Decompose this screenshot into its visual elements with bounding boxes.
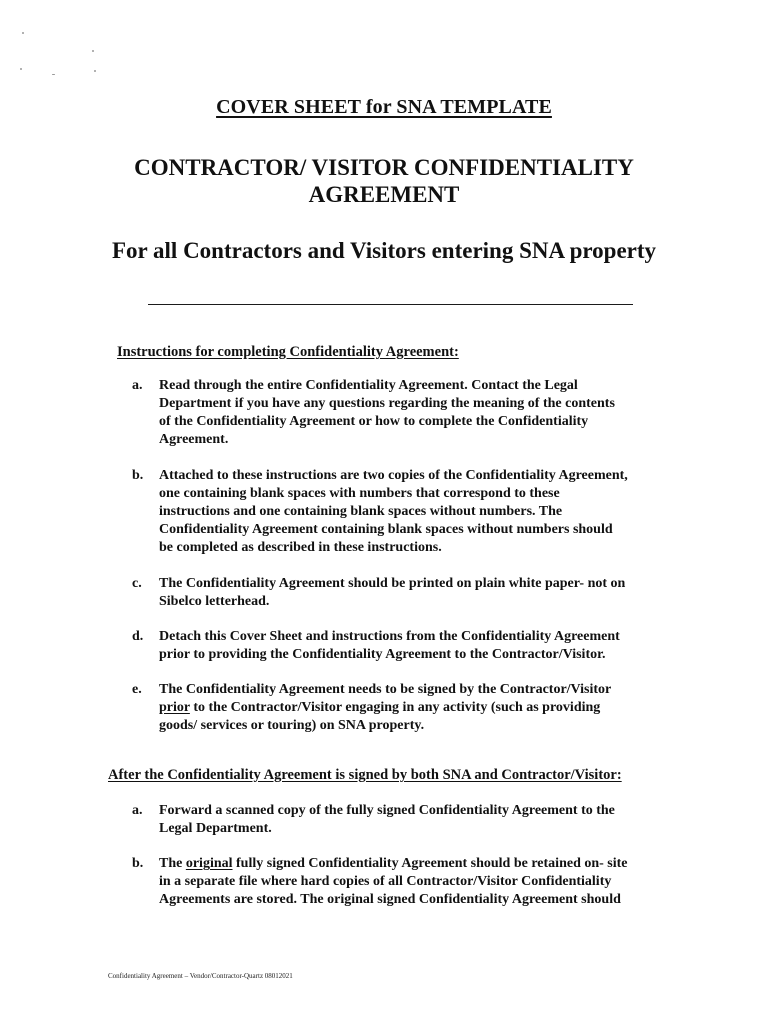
page-subtitle: For all Contractors and Visitors entering SNA property bbox=[111, 238, 657, 263]
instructions-list-e bbox=[132, 681, 672, 735]
instruction-line bbox=[159, 855, 672, 873]
page-title bbox=[0, 154, 768, 208]
instruction-line: Sibelco letterhead. bbox=[159, 594, 270, 609]
instructions-heading: Instructions for completing Confidentiality Agreement: bbox=[117, 344, 459, 360]
instruction-line: instructions and one containing blank spaces without numbers. The bbox=[159, 504, 563, 519]
list-marker: b. bbox=[132, 468, 144, 483]
page-footer: Confidentiality Agreement – Vendor/Contractor-Quartz 08012021 bbox=[108, 972, 293, 980]
instruction-line: be completed as described in these instructions. bbox=[159, 540, 442, 555]
emphasis-prior: prior bbox=[159, 700, 190, 715]
instruction-line: in a separate file where hard copies of all Contractor/Visitor Confidentiality bbox=[159, 874, 612, 889]
instruction-line: Department if you have any questions regarding the meaning of the contents bbox=[159, 396, 615, 411]
instruction-line-rest: to the Contractor/Visitor engaging in any activity (such as providing bbox=[189, 700, 601, 715]
instruction-line: goods/ services or touring) on SNA property. bbox=[159, 718, 425, 733]
instruction-line: Agreements are stored. The original signed Confidentiality Agreement should bbox=[159, 892, 621, 907]
list-marker: a. bbox=[132, 803, 143, 818]
list-marker: d. bbox=[132, 629, 144, 644]
instruction-line-rest: fully signed Confidentiality Agreement should be retained on- site bbox=[232, 856, 628, 871]
list-marker: e. bbox=[132, 682, 142, 697]
instruction-line: Forward a scanned copy of the fully signed Confidentiality Agreement to the bbox=[159, 803, 615, 818]
instructions-list bbox=[132, 377, 672, 449]
instruction-item-c bbox=[132, 575, 672, 611]
page-title-line-1: CONTRACTOR/ VISITOR CONFIDENTIALITY bbox=[134, 155, 634, 180]
instructions-list-c bbox=[132, 575, 672, 611]
emphasis-original: original bbox=[185, 856, 233, 871]
instruction-item-a bbox=[132, 377, 672, 449]
scan-speck bbox=[52, 74, 55, 75]
after-signing-heading: After the Confidentiality Agreement is signed by both SNA and Contractor/Visitor: bbox=[108, 767, 622, 783]
scan-speck bbox=[22, 32, 24, 34]
list-marker: a. bbox=[132, 378, 143, 393]
instruction-line: prior to providing the Confidentiality Agreement to the Contractor/Visitor. bbox=[159, 647, 606, 662]
instruction-item-e bbox=[132, 681, 672, 735]
scan-speck bbox=[92, 50, 94, 52]
after-item-a bbox=[132, 802, 672, 838]
instruction-line: Confidentiality Agreement containing blank spaces without numbers should bbox=[159, 522, 613, 537]
instruction-line-pre: The bbox=[159, 856, 186, 871]
instruction-line: Agreement. bbox=[159, 432, 229, 447]
instruction-line: Legal Department. bbox=[159, 821, 272, 836]
divider-rule bbox=[148, 304, 633, 305]
page-title-line-2: AGREEMENT bbox=[308, 182, 460, 207]
instruction-line: Attached to these instructions are two copies of the Confidentiality Agreement, bbox=[159, 468, 628, 483]
scan-specks bbox=[14, 28, 104, 88]
instruction-line: The Confidentiality Agreement needs to be signed by the Contractor/Visitor bbox=[159, 682, 612, 697]
instruction-line: of the Confidentiality Agreement or how to complete the Confidentiality bbox=[159, 414, 589, 429]
instructions-list-b bbox=[132, 467, 672, 557]
instructions-list-d bbox=[132, 628, 672, 664]
instruction-line: The Confidentiality Agreement should be printed on plain white paper- not on bbox=[159, 576, 626, 591]
after-item-b bbox=[132, 855, 672, 909]
instruction-line: Read through the entire Confidentiality Agreement. Contact the Legal bbox=[159, 378, 578, 393]
list-marker: b. bbox=[132, 856, 144, 871]
instruction-line: Detach this Cover Sheet and instructions from the Confidentiality Agreement bbox=[159, 629, 620, 644]
instruction-line bbox=[159, 699, 672, 717]
scan-speck bbox=[94, 70, 96, 72]
scan-speck bbox=[20, 68, 22, 70]
after-signing-list-b bbox=[132, 855, 672, 909]
list-marker: c. bbox=[132, 576, 142, 591]
instruction-item-b bbox=[132, 467, 672, 557]
instruction-line: one containing blank spaces with numbers that correspond to these bbox=[159, 486, 560, 501]
instruction-item-d bbox=[132, 628, 672, 664]
after-signing-list bbox=[132, 802, 672, 838]
cover-title: COVER SHEET for SNA TEMPLATE bbox=[216, 96, 552, 118]
